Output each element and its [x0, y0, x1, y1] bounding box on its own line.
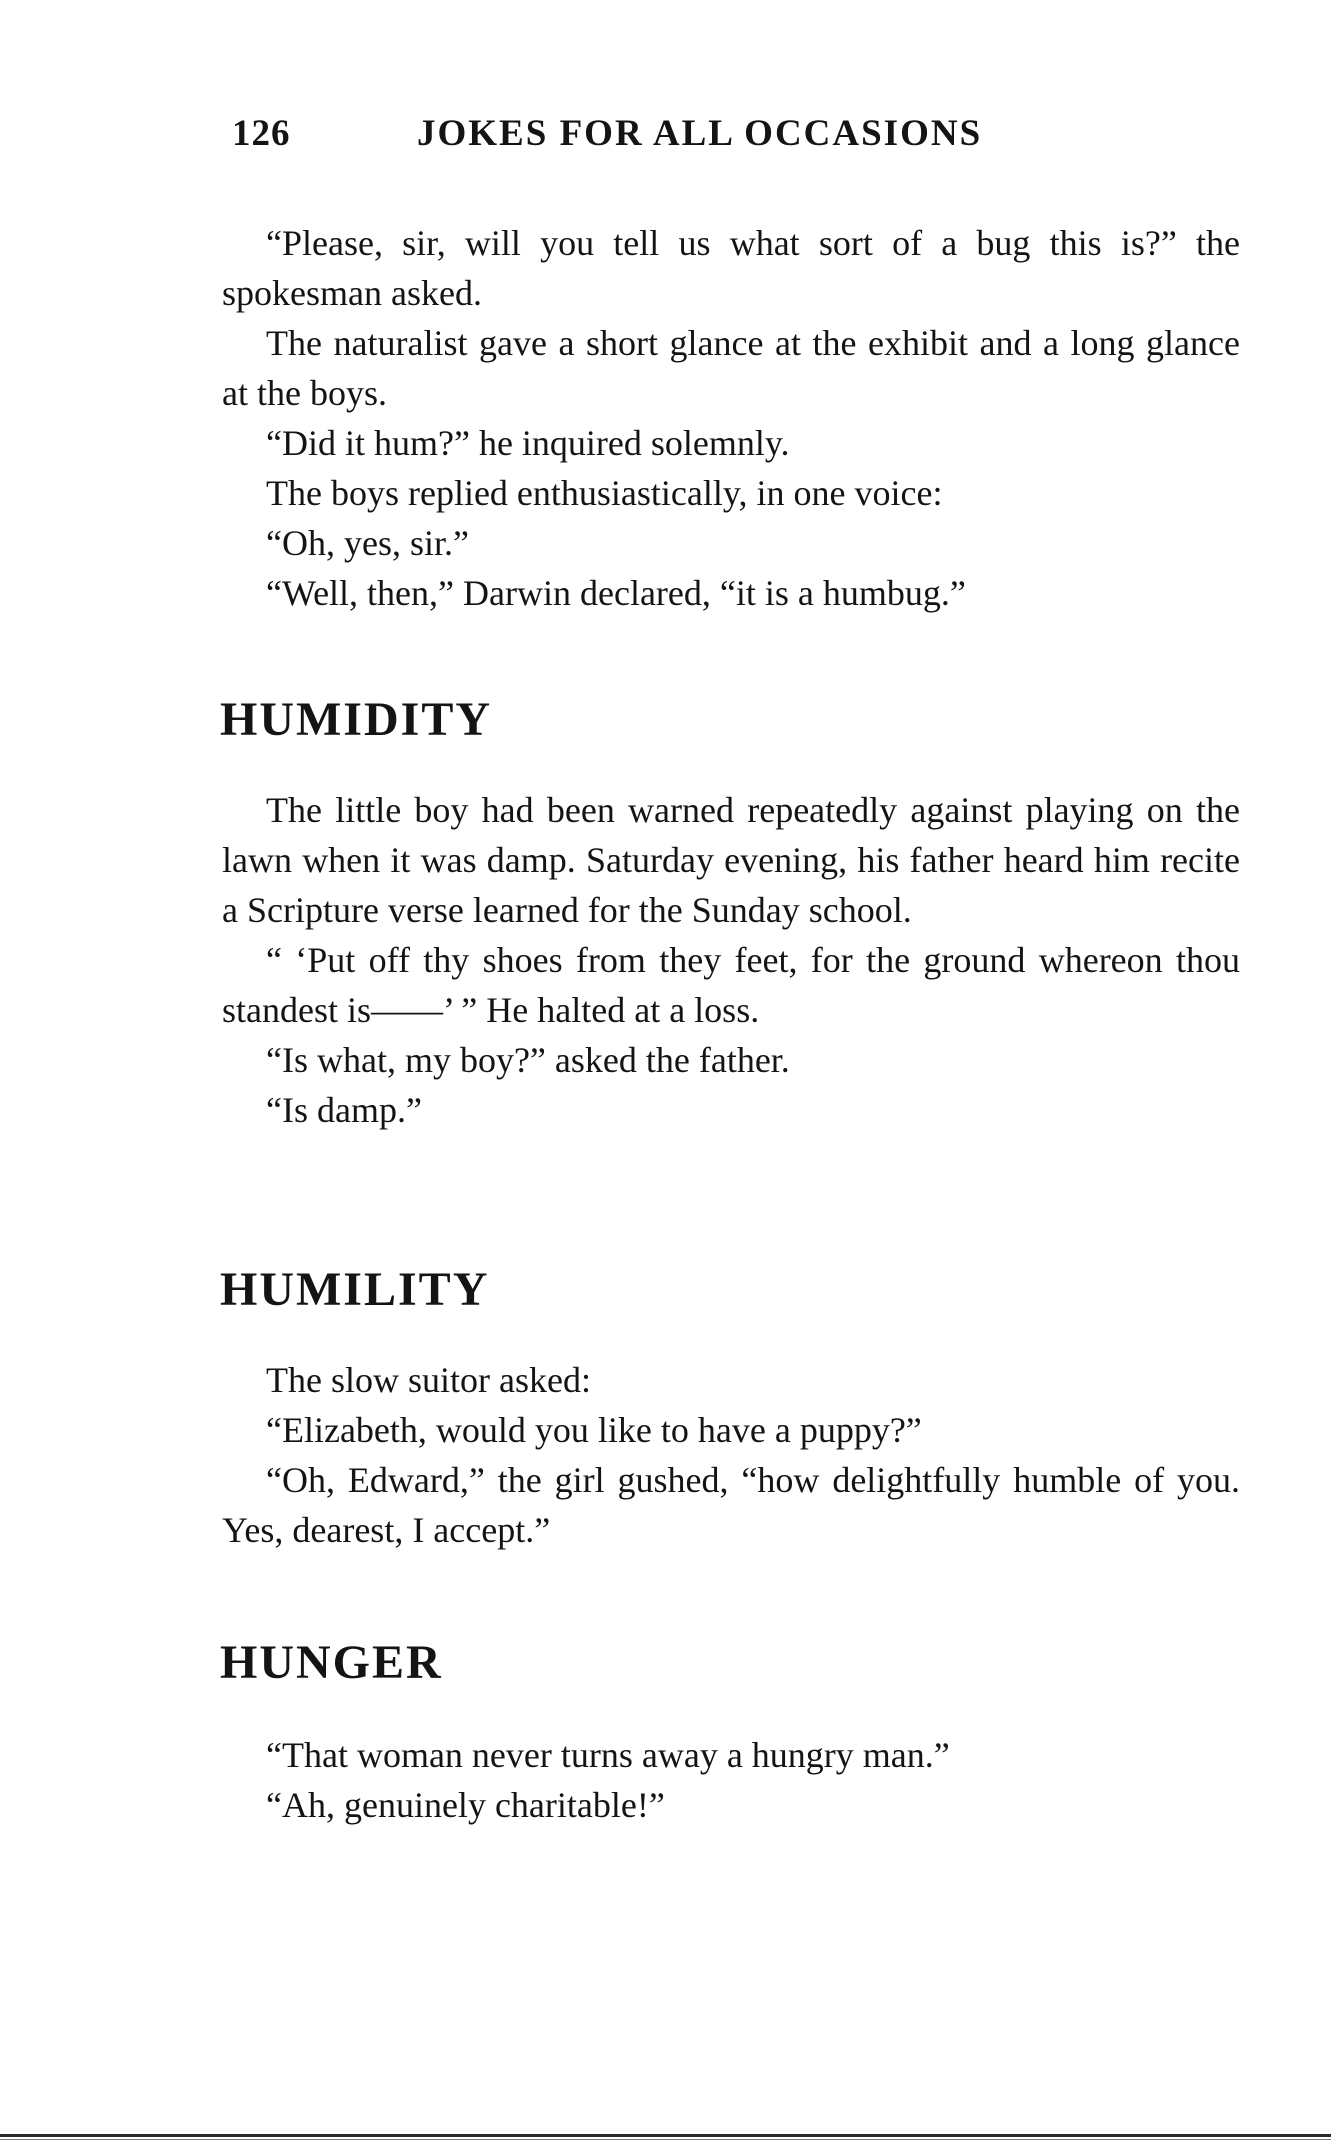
paragraph: “Is damp.”	[266, 1090, 422, 1130]
section-heading-hunger: HUNGER	[220, 1636, 443, 1689]
paragraph: The naturalist gave a short glance at the exhibit and a long glance at the boys.	[222, 323, 1240, 413]
book-title: JOKES FOR ALL OCCASIONS	[417, 113, 983, 154]
paragraph: “Elizabeth, would you like to have a puppy?”	[266, 1410, 922, 1450]
page-number: 126	[232, 113, 291, 154]
section-body-hunger	[222, 1730, 1240, 1830]
section-heading-humidity: HUMIDITY	[220, 693, 493, 746]
paragraph: The boys replied enthusiastically, in one voice:	[266, 473, 943, 513]
section-heading-humility: HUMILITY	[220, 1263, 490, 1316]
paragraph: “Well, then,” Darwin declared, “it is a humbug.”	[266, 573, 966, 613]
bottom-scan-edge-shadow	[0, 2139, 1331, 2140]
paragraph: “ ‘Put off thy shoes from they feet, for the ground whereon thou standest is——’ ” He halted at a loss.	[222, 940, 1240, 1030]
paragraph: “That woman never turns away a hungry man.”	[266, 1735, 950, 1775]
section-body-humidity	[222, 785, 1240, 1135]
paragraph: “Is what, my boy?” asked the father.	[266, 1040, 790, 1080]
paragraph: “Did it hum?” he inquired solemnly.	[266, 423, 790, 463]
paragraph: “Ah, genuinely charitable!”	[266, 1785, 665, 1825]
paragraph: The slow suitor asked:	[266, 1360, 591, 1400]
bottom-scan-edge	[0, 2134, 1331, 2137]
running-header	[232, 112, 1062, 172]
section-body-humility	[222, 1355, 1240, 1555]
paragraph: “Oh, Edward,” the girl gushed, “how delightfully humble of you. Yes, dearest, I accept.”	[222, 1460, 1240, 1550]
paragraph: “Oh, yes, sir.”	[266, 523, 469, 563]
paragraph: “Please, sir, will you tell us what sort of a bug this is?” the spokesman asked.	[222, 223, 1240, 313]
continued-joke	[222, 218, 1240, 618]
paragraph: The little boy had been warned repeatedly against playing on the lawn when it was damp. Saturday evening, his father heard him recite a Scripture verse learned for the Sunday school.	[222, 790, 1240, 930]
